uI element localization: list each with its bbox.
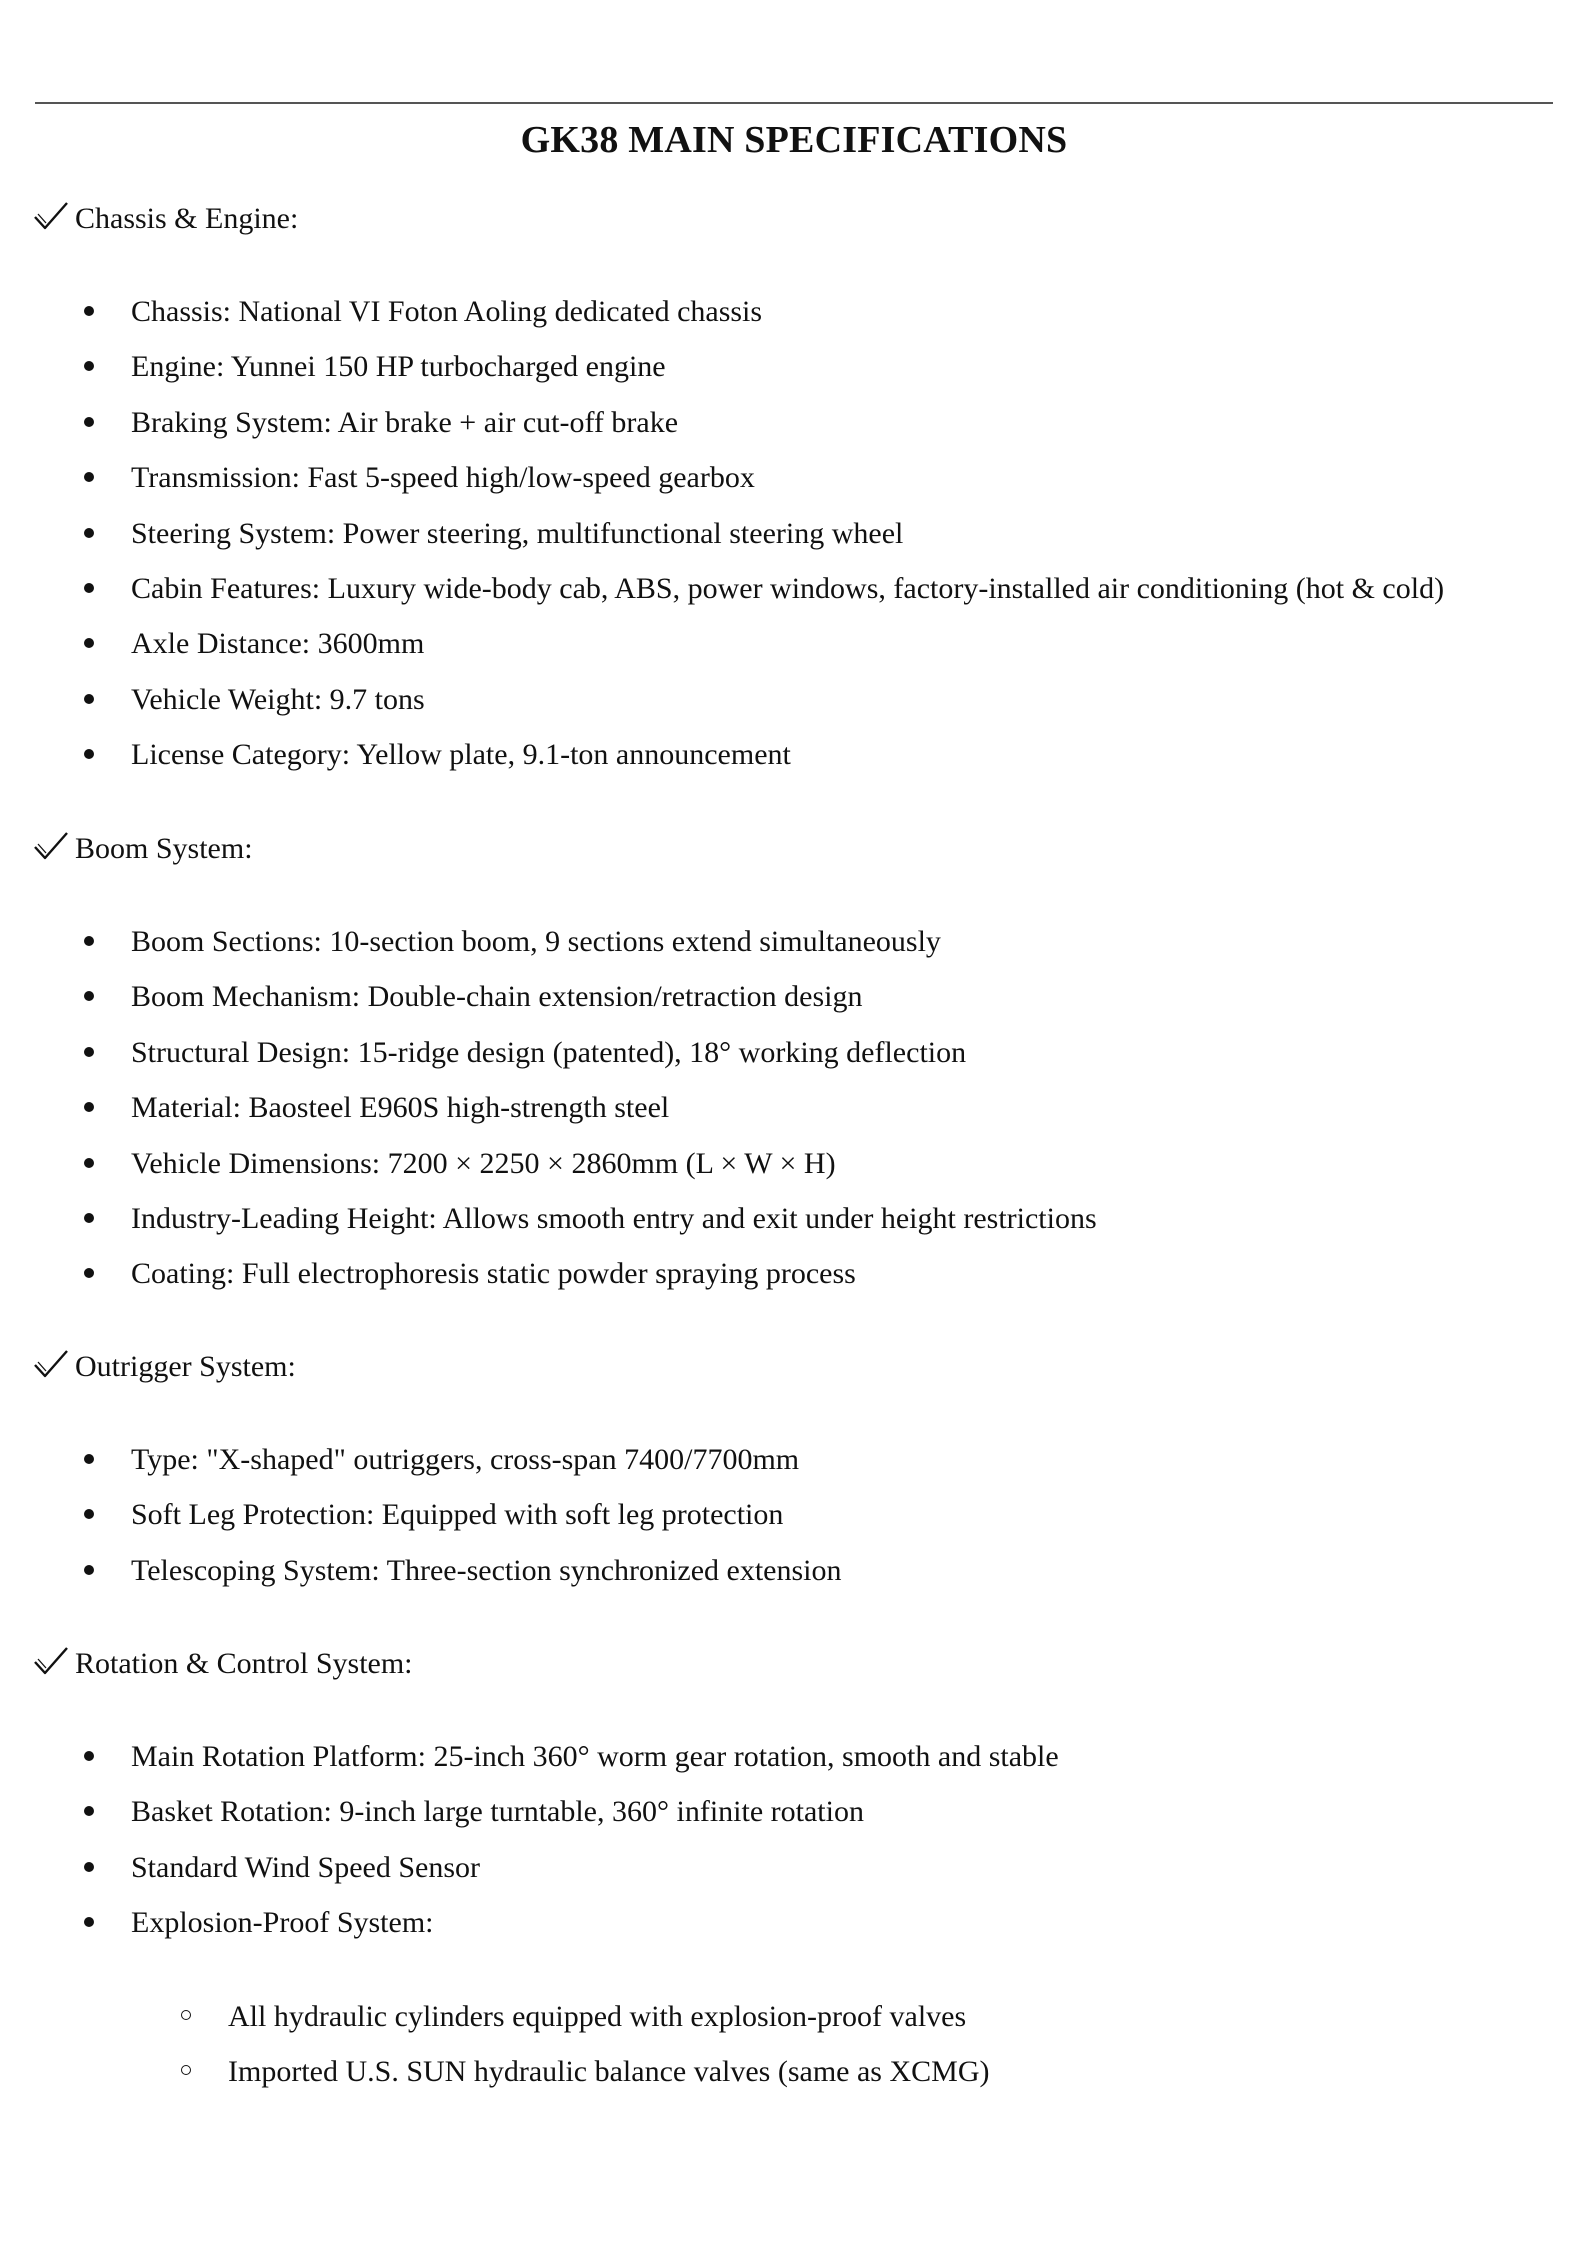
list-item-text: Material: Baosteel E960S high-strength steel xyxy=(131,1091,670,1125)
list-item xyxy=(0,1252,1097,1307)
bullet-dot xyxy=(84,638,94,648)
chassis-engine-list xyxy=(0,290,1444,789)
sub-list-item-text: Imported U.S. SUN hydraulic balance valves (same as XCMG) xyxy=(228,2055,990,2089)
list-item-text: Boom Sections: 10-section boom, 9 sections extend simultaneously xyxy=(131,925,941,958)
list-item xyxy=(0,567,1444,622)
section-heading-outrigger-system xyxy=(33,1345,296,1389)
list-item xyxy=(0,1735,1059,1790)
list-item xyxy=(0,678,1444,733)
section-heading-label: Boom System: xyxy=(75,832,253,865)
bullet-dot xyxy=(84,1213,94,1223)
sub-list-item-text: All hydraulic cylinders equipped with explosion-proof valves xyxy=(228,2000,967,2033)
bullet-dot xyxy=(84,583,94,593)
sub-bullet-circle xyxy=(181,2065,191,2075)
list-item-text: Braking System: Air brake + air cut-off brake xyxy=(131,405,679,439)
list-item xyxy=(0,290,1444,345)
bullet-dot xyxy=(84,1509,94,1519)
checkmark-icon xyxy=(33,1645,71,1677)
bullet-dot xyxy=(84,306,94,316)
list-item xyxy=(0,920,1097,975)
bullet-dot xyxy=(84,1862,94,1872)
list-item-text: Vehicle Dimensions: 7200 × 2250 × 2860mm (L × W × H) xyxy=(131,1146,836,1180)
top-divider xyxy=(35,102,1553,104)
list-item xyxy=(0,1846,1059,1901)
section-heading-label: Chassis & Engine: xyxy=(75,202,299,235)
list-item-text: Cabin Features: Luxury wide-body cab, ABS, power windows, factory-installed air conditioning (hot & cold) xyxy=(131,571,1445,605)
list-item xyxy=(0,622,1444,677)
list-item-text: Coating: Full electrophoresis static powder spraying process xyxy=(131,1257,856,1291)
list-item xyxy=(0,1790,1059,1845)
sub-list-item xyxy=(0,2050,989,2105)
page-title: GK38 MAIN SPECIFICATIONS xyxy=(520,119,1068,161)
list-item-text: Transmission: Fast 5-speed high/low-speed gearbox xyxy=(131,461,755,495)
bullet-dot xyxy=(84,694,94,704)
list-item-text: Basket Rotation: 9-inch large turntable, 360° infinite rotation xyxy=(131,1795,864,1829)
bullet-dot xyxy=(84,417,94,427)
section-heading-rotation-control xyxy=(33,1642,413,1686)
bullet-dot xyxy=(84,361,94,371)
rotation-control-list xyxy=(0,1735,1059,1957)
list-item-text: Vehicle Weight: 9.7 tons xyxy=(131,682,425,716)
bullet-dot xyxy=(84,1047,94,1057)
list-item xyxy=(0,1197,1097,1252)
list-item xyxy=(0,733,1444,788)
bullet-dot xyxy=(84,1806,94,1816)
checkmark-icon xyxy=(33,200,71,232)
sub-list-item xyxy=(0,1995,989,2050)
list-item xyxy=(0,1493,842,1548)
outrigger-system-list xyxy=(0,1438,842,1604)
list-item xyxy=(0,401,1444,456)
list-item-text: Industry-Leading Height: Allows smooth entry and exit under height restrictions xyxy=(131,1201,1097,1235)
list-item-text: Engine: Yunnei 150 HP turbocharged engine xyxy=(131,350,666,384)
bullet-dot xyxy=(84,1751,94,1761)
bullet-dot xyxy=(84,1268,94,1278)
list-item xyxy=(0,1549,842,1604)
list-item-text: Soft Leg Protection: Equipped with soft leg protection xyxy=(131,1498,784,1532)
section-heading-chassis-engine xyxy=(33,197,298,241)
section-heading-boom-system xyxy=(33,827,253,871)
bullet-dot xyxy=(84,528,94,538)
list-item-text: Telescoping System: Three-section synchronized extension xyxy=(131,1553,842,1587)
list-item-text: Standard Wind Speed Sensor xyxy=(131,1850,481,1884)
boom-system-list xyxy=(0,920,1097,1308)
bullet-dot xyxy=(84,991,94,1001)
section-heading-label: Rotation & Control System: xyxy=(75,1647,413,1680)
list-item-text: Explosion-Proof System: xyxy=(131,1906,434,1940)
list-item xyxy=(0,1086,1097,1141)
list-item-text: Steering System: Power steering, multifunctional steering wheel xyxy=(131,516,904,550)
bullet-dot xyxy=(84,1917,94,1927)
explosion-proof-sublist xyxy=(0,1995,989,2106)
bullet-dot xyxy=(84,749,94,759)
bullet-dot xyxy=(84,1102,94,1112)
checkmark-icon xyxy=(33,830,71,862)
list-item xyxy=(0,975,1097,1030)
bullet-dot xyxy=(84,472,94,482)
bullet-dot xyxy=(84,1565,94,1575)
bullet-dot xyxy=(84,1158,94,1168)
list-item xyxy=(0,512,1444,567)
checkmark-icon xyxy=(33,1348,71,1380)
list-item xyxy=(0,456,1444,511)
list-item-text: Axle Distance: 3600mm xyxy=(131,627,425,661)
bullet-dot xyxy=(84,936,94,946)
list-item-text: Structural Design: 15-ridge design (patented), 18° working deflection xyxy=(131,1035,967,1069)
list-item xyxy=(0,1031,1097,1086)
section-heading-label: Outrigger System: xyxy=(75,1350,296,1383)
sub-bullet-circle xyxy=(181,2010,191,2020)
list-item-text: Boom Mechanism: Double-chain extension/retraction design xyxy=(131,980,863,1014)
list-item-text: Type: "X-shaped" outriggers, cross-span 7400/7700mm xyxy=(131,1443,800,1476)
list-item-text: License Category: Yellow plate, 9.1-ton announcement xyxy=(131,738,791,772)
list-item-text: Main Rotation Platform: 25-inch 360° worm gear rotation, smooth and stable xyxy=(131,1740,1059,1773)
list-item xyxy=(0,1438,842,1493)
list-item-text: Chassis: National VI Foton Aoling dedicated chassis xyxy=(131,295,763,328)
bullet-dot xyxy=(84,1454,94,1464)
list-item xyxy=(0,1901,1059,1956)
list-item xyxy=(0,1142,1097,1197)
list-item xyxy=(0,345,1444,400)
